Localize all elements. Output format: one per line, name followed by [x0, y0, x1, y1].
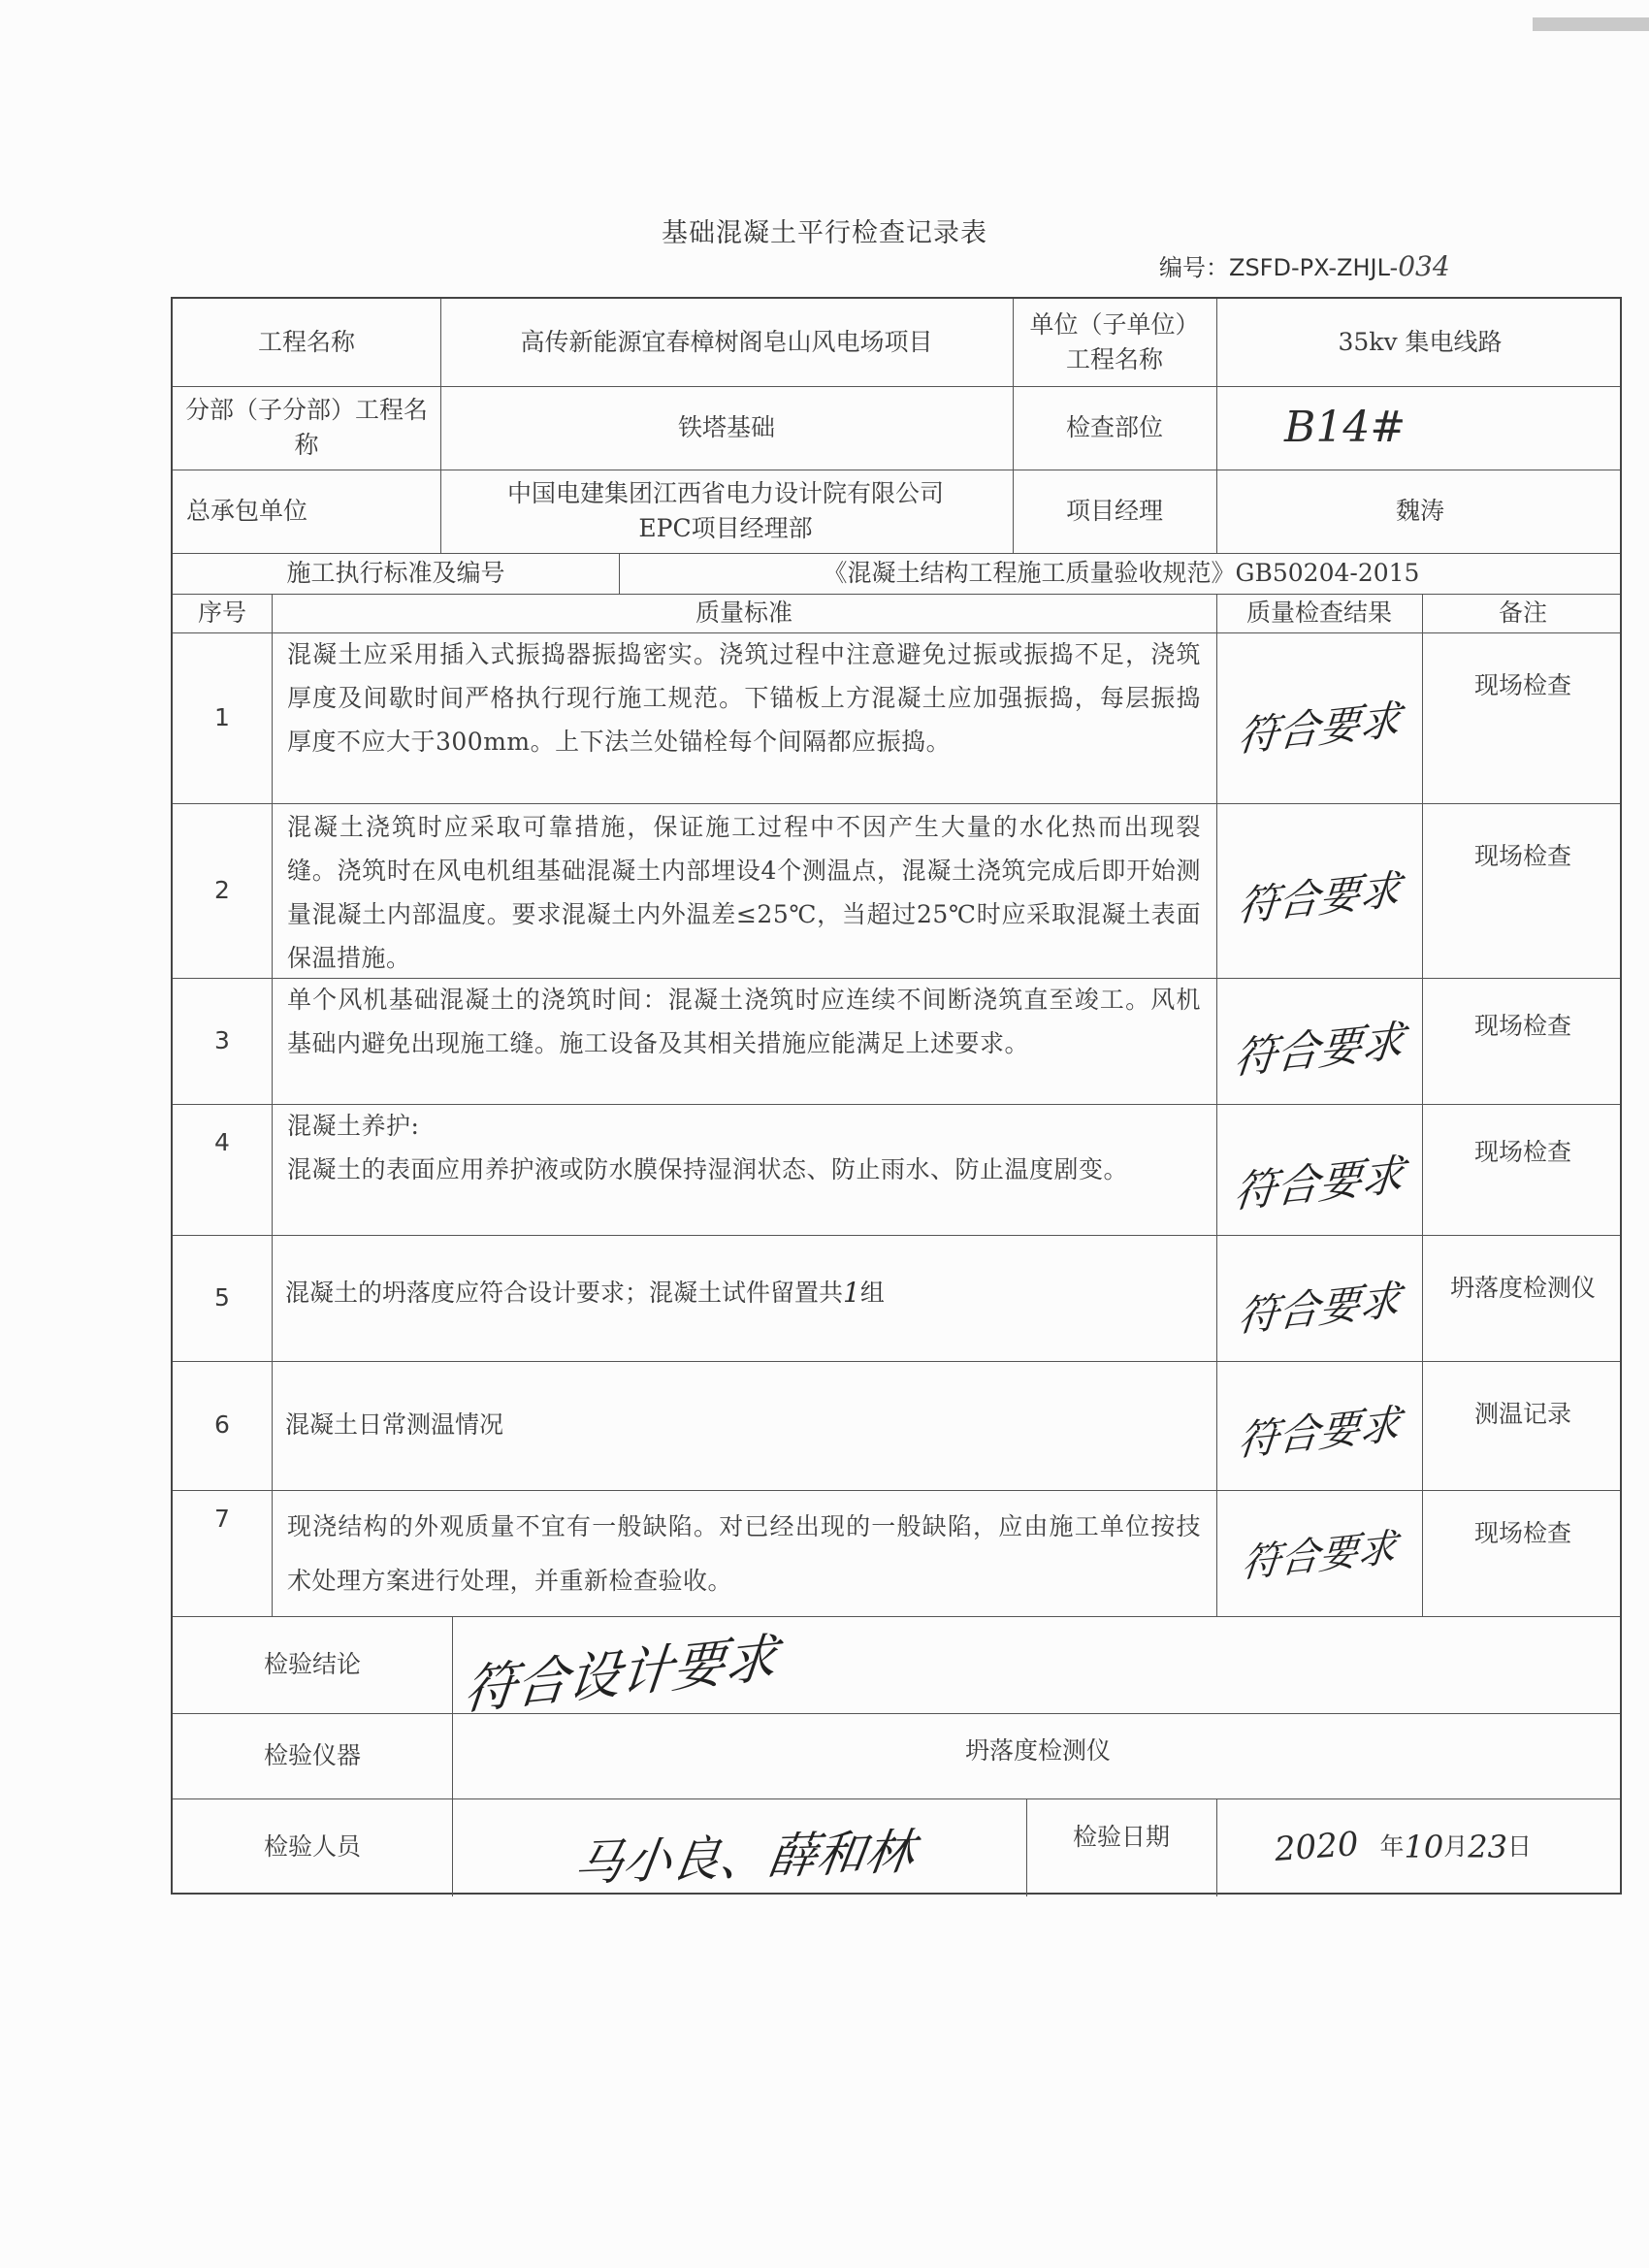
col-header-result: 质量检查结果 [1245, 598, 1392, 627]
row-6-no: 6 [214, 1410, 230, 1440]
row-4-remark: 现场检查 [1473, 1137, 1571, 1166]
subdivision-value: 铁塔基础 [677, 412, 775, 441]
row-5-standard-tail: 组 [859, 1278, 885, 1307]
project-manager-value: 魏涛 [1395, 496, 1444, 525]
row-3-standard: 单个风机基础混凝土的浇筑时间：混凝土浇筑时应连续不间断浇筑直至竣工。风机基础内避免出现施工缝。施工设备及其相关措施应能满足上述要求。 [287, 986, 1201, 1057]
row-5-no: 5 [214, 1282, 230, 1312]
date-day-char: 日 [1507, 1832, 1533, 1862]
row-6-remark: 测温记录 [1473, 1399, 1571, 1428]
row-1-result-signature: 符合要求 [1236, 695, 1404, 761]
row-5-standard-text: 混凝土的坍落度应符合设计要求；混凝土试件留置共 [285, 1278, 844, 1307]
subdivision-label: 分部（子分部）工程名称 [184, 395, 428, 459]
row-5-remark: 坍落度检测仪 [1449, 1273, 1596, 1302]
scan-edge-mark [1533, 17, 1649, 31]
row-7-remark: 现场检查 [1473, 1518, 1571, 1547]
inspection-record-table [171, 297, 1622, 1895]
row-3-no: 3 [214, 1025, 230, 1054]
row-2-no: 2 [214, 875, 230, 904]
row-7-result-signature: 符合要求 [1240, 1525, 1400, 1587]
row-5-standard [272, 1235, 1216, 1351]
row-4-standard-body: 混凝土的表面应用养护液或防水膜保持湿润状态、防止雨水、防止温度剧变。 [287, 1155, 1129, 1183]
instrument-value: 坍落度检测仪 [964, 1735, 1111, 1765]
row-3-result-signature: 符合要求 [1231, 1016, 1407, 1085]
conclusion-signature: 符合设计要求 [461, 1626, 781, 1722]
row-4-result-signature: 符合要求 [1231, 1149, 1407, 1218]
col-header-standard: 质量标准 [695, 598, 792, 627]
date-value [1216, 1798, 1624, 1896]
document-number [1159, 248, 1450, 282]
date-month: 10 [1404, 1829, 1444, 1866]
inspect-part-label: 检查部位 [1065, 412, 1163, 441]
row-6-result-signature: 符合要求 [1236, 1399, 1404, 1465]
row-2-standard: 混凝土浇筑时应采取可靠措施，保证施工过程中不因产生大量的水化热而出现裂缝。浇筑时在风电机组基础混凝土内部埋设4个测温点，混凝土浇筑完成后即开始测量混凝土内部温度。要求混凝土内外温差≤25℃，当超过25℃时应采取混凝土表面保温措施。 [287, 813, 1201, 972]
contractor-label: 总承包单位 [186, 496, 308, 525]
row-2-remark: 现场检查 [1473, 841, 1571, 870]
date-year-char: 年 [1379, 1832, 1405, 1862]
document-number-handwritten: 034 [1398, 250, 1450, 282]
row-4-standard [287, 1104, 1201, 1191]
row-5-result-signature: 符合要求 [1236, 1275, 1404, 1341]
row-4-no: 4 [214, 1127, 230, 1156]
row-1-remark: 现场检查 [1473, 670, 1571, 699]
form-title: 基础混凝土平行检查记录表 [662, 218, 987, 248]
project-name-value: 高传新能源宜春樟树阁皂山风电场项目 [520, 327, 933, 356]
unit-name-label: 单位（子单位）工程名称 [1029, 309, 1200, 373]
project-name-label: 工程名称 [257, 327, 355, 356]
row-5-specimen-count: 1 [843, 1276, 860, 1309]
contractor-value: 中国电建集团江西省电力设计院有限公司EPC项目经理部 [506, 478, 944, 542]
conclusion-label: 检验结论 [263, 1649, 361, 1678]
standard-label: 施工执行标准及编号 [286, 558, 505, 587]
document-number-label: 编号：ZSFD-PX-ZHJL- [1159, 254, 1399, 281]
row-3-remark: 现场检查 [1473, 1011, 1571, 1040]
standard-value: 《混凝土结构工程施工质量验收规范》GB50204-2015 [823, 558, 1420, 587]
date-month-char: 月 [1443, 1832, 1469, 1862]
row-6-standard: 混凝土日常测温情况 [285, 1410, 504, 1440]
date-label: 检验日期 [1072, 1822, 1170, 1851]
col-header-no: 序号 [197, 598, 246, 627]
row-1-no: 1 [214, 702, 230, 731]
inspector-label: 检验人员 [263, 1832, 361, 1862]
unit-name-value: 35kv 集电线路 [1338, 327, 1503, 356]
row-1-standard: 混凝土应采用插入式振捣器振捣密实。浇筑过程中注意避免过振或振捣不足，浇筑厚度及间歇时间严格执行现行施工规范。下锚板上方混凝土应加强振捣，每层振捣厚度不应大于300mm。上下法兰处锚栓每个间隔都应振捣。 [287, 640, 1201, 756]
row-7-standard: 现浇结构的外观质量不宜有一般缺陷。对已经出现的一般缺陷，应由施工单位按技术处理方案进行处理，并重新检查验收。 [287, 1512, 1201, 1595]
inspect-part-value: B14# [1284, 403, 1406, 453]
row-2-result-signature: 符合要求 [1236, 864, 1404, 931]
project-manager-label: 项目经理 [1065, 496, 1163, 525]
row-7-no: 7 [214, 1504, 230, 1533]
date-day: 23 [1468, 1829, 1507, 1866]
date-year: 2020 [1273, 1824, 1360, 1869]
row-4-standard-line1: 混凝土养护: [287, 1112, 420, 1140]
inspector-signatures: 马小良、薛和林 [570, 1823, 919, 1892]
instrument-label: 检验仪器 [263, 1740, 361, 1769]
col-header-remark: 备注 [1498, 598, 1547, 627]
